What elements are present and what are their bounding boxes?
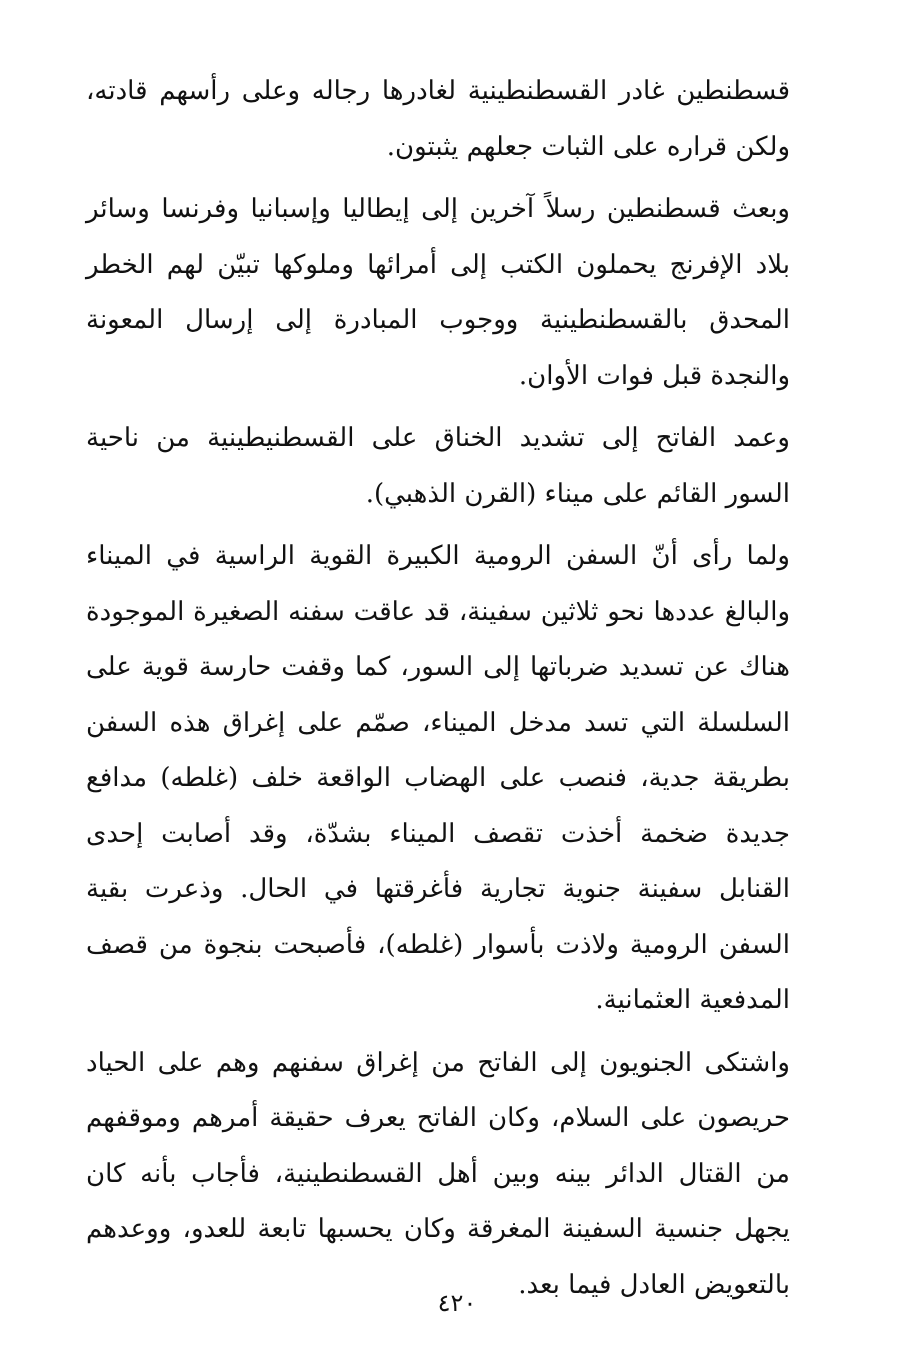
paragraph: وبعث قسطنطين رسلاً آخرين إلى إيطاليا وإسبانيا وفرنسا وسائر بلاد الإفرنج يحملون الكتب إلى أمرائها وملوكها تبيّن لهم الخطر المحدق بالقسطنطينية ووجوب المبادرة إلى إرسال المعونة والنجدة قبل فوات الأوان. <box>86 194 790 391</box>
paragraph: ولما رأى أنّ السفن الرومية الكبيرة القوية الراسية في الميناء والبالغ عددها نحو ثلاثين سفينة، قد عاقت سفنه الصغيرة الموجودة هناك عن تسديد ضرباتها إلى السور، كما وقفت حارسة قوية على السلسلة التي تسد مدخل الميناء، صمّم على إغراق هذه السفن بطريقة جدية، فنصب على الهضاب الواقعة خلف (غلطه) مدافع جديدة ضخمة أخذت تقصف الميناء بشدّة، وقد أصابت إحدى القنابل سفينة جنوية تجارية فأغرقتها في الحال. وذعرت بقية السفن الرومية ولاذت بأسوار (غلطه)، فأصبحت بنجوة من قصف المدفعية العثمانية. <box>86 541 790 1015</box>
paragraph: واشتكى الجنويون إلى الفاتح من إغراق سفنهم وهم على الحياد حريصون على السلام، وكان الفاتح يعرف حقيقة أمرهم وموقفهم من القتال الدائر بينه وبين أهل القسطنطينية، فأجاب بأنه كان يجهل جنسية السفينة المغرقة وكان يحسبها تابعة للعدو، ووعدهم بالتعويض العادل فيما بعد. <box>86 1047 790 1300</box>
paragraph: قسطنطين غادر القسطنطينية لغادرها رجاله وعلى رأسهم قادته، ولكن قراره على الثبات جعلهم يثبتون. <box>86 76 790 162</box>
page-body <box>86 64 790 1300</box>
paragraph: وعمد الفاتح إلى تشديد الخناق على القسطنيطينية من ناحية السور القائم على ميناء (القرن الذهبي). <box>86 423 790 509</box>
page-number: ٤٢٠ <box>437 1289 477 1317</box>
